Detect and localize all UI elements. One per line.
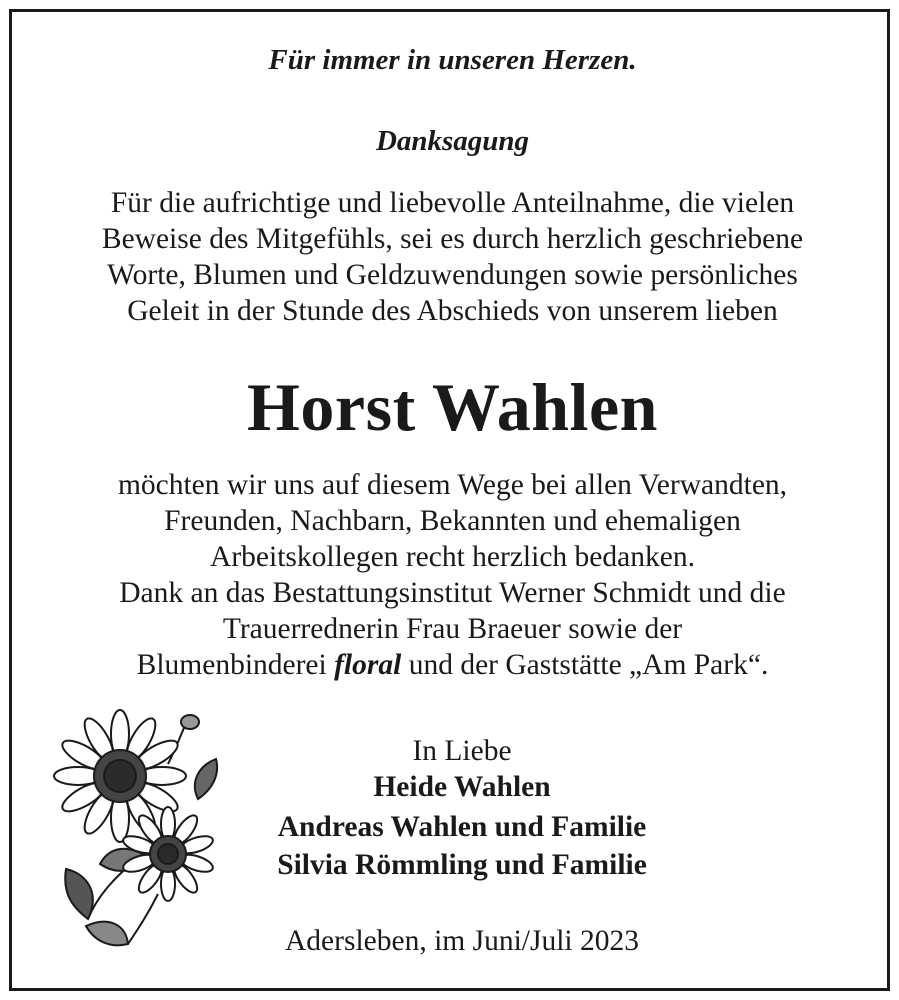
signature-name: Heide Wahlen <box>373 771 551 803</box>
thanks-line: möchten wir uns auf diesem Wege bei allen Verwandten, <box>117 469 788 501</box>
florist-name: floral <box>334 649 402 681</box>
deceased-name: Horst Wahlen <box>247 369 658 445</box>
thanks-line: Dank an das Bestattungsinstitut Werner Schmidt und die <box>119 577 786 609</box>
thanks-line: Arbeitskollegen recht herzlich bedanken. <box>210 541 695 573</box>
intro-line: Geleit in der Stunde des Abschieds von unserem lieben <box>127 295 778 327</box>
last-line-before: Blumenbinderei <box>136 649 335 681</box>
intro-line: Beweise des Mitgefühls, sei es durch herzlich geschriebene <box>101 223 804 255</box>
intro-line: Worte, Blumen und Geldzuwendungen sowie persönliches <box>107 259 798 291</box>
sunflower-icon <box>48 704 228 964</box>
intro-line: Für die aufrichtige und liebevolle Anteilnahme, die vielen <box>110 187 795 219</box>
headline: Für immer in unseren Herzen. <box>268 44 637 76</box>
place-date: Adersleben, im Juni/Juli 2023 <box>285 925 639 957</box>
thanks-last-line <box>12 647 893 683</box>
signature-intro: In Liebe <box>412 735 512 767</box>
obituary-notice <box>9 9 890 991</box>
subheading: Danksagung <box>375 125 530 157</box>
last-line-after: und der Gaststätte „Am Park“. <box>401 649 769 681</box>
signature-name: Silvia Römmling und Familie <box>277 849 647 881</box>
thanks-line: Freunden, Nachbarn, Bekannten und ehemaligen <box>164 505 741 537</box>
signature-name: Andreas Wahlen und Familie <box>277 811 647 843</box>
thanks-line: Trauerrednerin Frau Braeuer sowie der <box>222 613 683 645</box>
